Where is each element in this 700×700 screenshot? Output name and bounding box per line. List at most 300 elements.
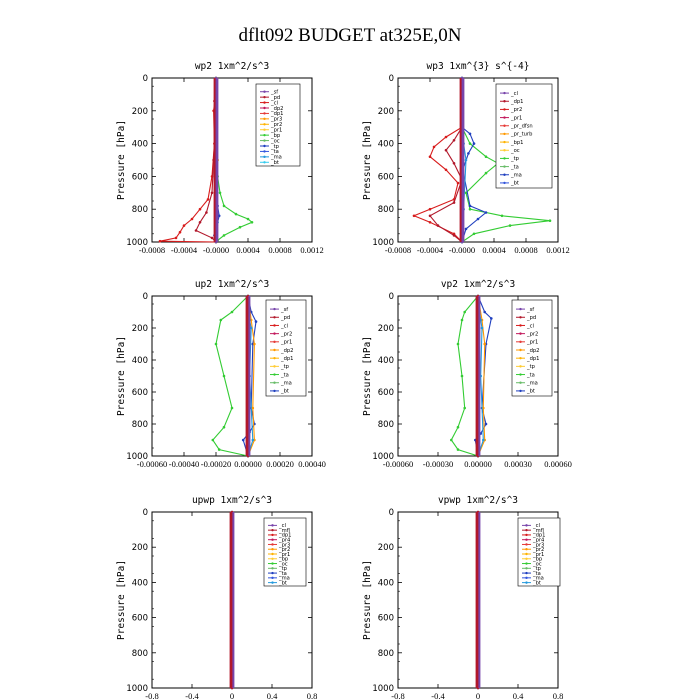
x-tick-label: 0.0004 [236,245,260,255]
legend-marker [273,373,275,375]
legend-entry: _mfl [533,527,544,534]
x-tick-label: 0.0012 [546,245,570,255]
series-point [211,192,214,195]
legend-marker [525,534,527,536]
legend-marker [271,548,273,550]
x-tick-label: 0.0004 [482,245,506,255]
y-tick-label: 0 [388,74,394,84]
legend-marker [263,107,265,109]
panel-title: vpwp 1xm^2/s^3 [437,495,519,506]
series-point [199,221,202,224]
panel-title: vp2 1xm^2/s^3 [440,279,516,290]
y-axis-label: Pressure [hPa] [362,335,373,417]
legend-entry: _cl [281,323,288,330]
series-point [429,221,432,224]
legend-entry: _bt [511,180,519,187]
chart-panels [116,61,572,700]
series-tp [461,77,488,244]
legend-entry: _ta [271,149,279,156]
y-tick-label: 400 [377,139,394,150]
legend-entry: _dp1 [511,99,524,106]
y-tick-label: 0 [388,508,394,518]
y-tick-label: 1000 [126,238,148,248]
legend-entry: _pr1 [279,551,291,558]
series-point [220,319,223,322]
legend [264,518,306,586]
x-tick-label: -0.0000 [202,245,230,255]
series-point [231,311,234,314]
series-point [485,155,488,158]
series-point [457,182,460,185]
x-tick-label: -0.8 [391,691,405,700]
legend-marker [263,91,265,93]
legend-entry: _dp1 [279,532,292,539]
series-point [485,423,488,426]
series-point [223,205,226,208]
series-point [247,218,250,221]
legend-marker [503,125,505,127]
y-tick-label: 800 [131,648,148,659]
series-point [159,240,162,243]
legend-entry: _oc [511,148,520,155]
legend-marker [271,538,273,540]
series-point [433,146,436,149]
legend-marker [525,553,527,555]
y-tick-label: 600 [377,613,394,624]
series-point [477,218,480,221]
legend-entry: _tp [511,156,519,163]
legend-marker [273,390,275,392]
series-point [429,208,432,211]
legend-marker [263,150,265,152]
series-point [242,439,245,442]
legend-marker [503,182,505,184]
legend-marker [503,108,505,110]
legend-entry: _tp [271,143,279,150]
series-point [252,407,255,410]
series-point [223,234,226,237]
legend-marker [263,134,265,136]
series-point [252,439,255,442]
legend-entry: _pd [281,315,291,322]
legend-entry: _bt [533,580,541,587]
series-point [509,224,512,227]
legend-marker [503,141,505,143]
series-point [215,343,218,346]
series-point [482,439,485,442]
y-tick-label: 1000 [372,452,394,462]
y-tick-label: 600 [131,613,148,624]
legend-marker [273,365,275,367]
legend-marker [273,332,275,334]
series-line [213,296,248,456]
x-tick-label: 0.0012 [300,245,324,255]
legend-entry: _cl [511,90,518,97]
x-tick-label: -0.0008 [138,245,166,255]
legend-marker [271,534,273,536]
panel-title: wp3 1xm^{3} s^{-4} [426,61,530,72]
x-tick-label: -0.00040 [168,459,200,469]
series-point [445,149,448,152]
y-axis-label: Pressure [hPa] [362,119,373,201]
legend-entry: _bt [271,160,279,167]
legend-marker [519,357,521,359]
chart-panel-5 [362,495,563,700]
legend-entry: _pd [271,94,281,101]
legend-marker [263,161,265,163]
series-point [253,343,256,346]
legend-marker [271,543,273,545]
series-point [485,172,488,175]
legend-entry: _pr3 [271,116,283,123]
series-point [239,226,242,229]
series-point [231,407,234,410]
series-point [485,211,488,214]
x-tick-label: 0.0008 [268,245,292,255]
panel-title: wp2 1xm^2/s^3 [194,61,270,72]
series-point [465,228,468,231]
legend-entry: _ma [271,154,282,161]
legend-entry: _pr2 [281,331,293,338]
series-point [461,319,464,322]
legend-entry: _ma [533,575,544,582]
series-point [195,229,198,232]
series-point [467,152,470,155]
series-line [216,78,252,242]
y-tick-label: 400 [131,139,148,150]
legend-entry: _oc [279,561,288,568]
legend-entry: _pr4 [279,537,291,544]
legend-entry: _ma [527,380,538,387]
series-line [160,78,216,242]
panel-title: upwp 1xm^2/s^3 [191,495,273,506]
y-tick-label: 200 [131,324,148,334]
legend-marker [263,96,265,98]
legend-marker [519,390,521,392]
legend-entry: _tp [281,364,289,371]
legend-marker [519,365,521,367]
series-bp [215,77,254,244]
legend-marker [263,123,265,125]
y-tick-label: 0 [142,74,148,84]
legend-entry: _pr4 [533,537,545,544]
x-tick-label: 0.4 [266,691,278,700]
legend-marker [525,558,527,560]
legend-entry: _pr1 [271,127,283,134]
legend-entry: _dp1 [527,355,540,362]
series-point [413,215,416,218]
legend-marker [503,149,505,151]
chart-panel-1 [362,61,570,255]
series-point [469,133,472,136]
series-point [473,142,476,145]
y-axis-label: Pressure [hPa] [116,559,127,641]
legend-marker [525,538,527,540]
legend-marker [273,308,275,310]
legend-marker [271,567,273,569]
legend-entry: _bt [527,388,535,395]
series-point [218,448,221,451]
series-point [207,198,210,201]
x-tick-label: -0.00020 [200,459,232,469]
series-point [205,211,208,214]
series-point [223,426,226,429]
x-tick-label: -0.00060 [136,459,168,469]
legend-entry: _dp1 [271,111,284,118]
legend-marker [263,156,265,158]
legend-entry: _pr1 [527,339,539,346]
legend-entry: _sf [271,89,279,96]
y-tick-label: 0 [388,292,394,302]
x-tick-label: -0.00060 [382,459,414,469]
legend-entry: _bt [279,580,287,587]
legend-entry: _pr2 [533,547,545,554]
x-tick-label: 0.00030 [504,459,532,469]
legend [496,84,552,188]
y-tick-label: 800 [377,205,394,216]
x-tick-label: -0.0008 [384,245,412,255]
legend-entry: _pr3 [533,542,545,549]
legend-marker [519,349,521,351]
series-point [450,439,453,442]
legend-entry: _oc [271,138,280,145]
x-tick-label: -0.8 [145,691,159,700]
legend-entry: _pr1 [533,551,545,558]
legend-entry: _cl [527,323,534,330]
chart-panel-0 [116,61,324,255]
legend-entry: _bp [533,556,543,563]
panel-title: up2 1xm^2/s^3 [194,279,270,290]
legend [266,300,306,396]
x-tick-label: -0.4 [185,691,199,700]
legend-entry: _tp [279,566,287,573]
series-point [223,375,226,378]
y-axis-label: Pressure [hPa] [116,335,127,417]
series-point [453,234,456,237]
legend-marker [271,558,273,560]
series-point [457,426,460,429]
legend-marker [503,100,505,102]
legend-marker [503,92,505,94]
series-point [483,343,486,346]
y-tick-label: 0 [142,292,148,302]
x-tick-label: 0.00000 [464,459,492,469]
legend-marker [519,382,521,384]
y-tick-label: 600 [377,388,394,398]
x-tick-label: -0.0004 [416,245,444,255]
legend-entry: _cl [271,100,278,107]
legend-entry: _cl [533,523,540,530]
series-point [251,221,254,224]
y-tick-label: 0 [142,508,148,518]
legend-marker [271,529,273,531]
legend-entry: _bt [281,388,289,395]
legend-marker [525,567,527,569]
legend-marker [519,316,521,318]
y-axis-label: Pressure [hPa] [362,559,373,641]
legend-entry: _sf [281,306,289,313]
y-tick-label: 1000 [126,684,148,694]
chart-panel-3 [362,279,572,469]
legend-marker [273,324,275,326]
legend-entry: _dp1 [533,532,546,539]
legend-marker [525,529,527,531]
legend-marker [271,572,273,574]
x-tick-label: -0.00030 [422,459,454,469]
legend-marker [525,581,527,583]
series-point [211,237,214,240]
legend-marker [263,101,265,103]
y-tick-label: 200 [377,543,394,554]
legend-marker [519,373,521,375]
legend-entry: _tp [527,364,535,371]
y-tick-label: 800 [377,420,394,430]
legend-marker [273,357,275,359]
figure-title: dflt092 BUDGET at325E,0N [238,25,462,46]
legend [518,518,560,586]
legend-marker [503,165,505,167]
legend-marker [519,308,521,310]
series-point [483,311,486,314]
series-point [549,219,552,222]
x-tick-label: 0.00020 [266,459,294,469]
legend-marker [271,577,273,579]
legend-marker [263,118,265,120]
series-point [463,311,466,314]
series-point [457,343,460,346]
series-point [453,162,456,165]
legend-entry: _pr1 [281,339,293,346]
series-point [501,215,504,218]
series-point [175,237,178,240]
series-point [453,201,456,204]
y-tick-label: 1000 [372,238,394,248]
legend [512,300,552,396]
series-line [451,296,478,456]
x-tick-label: 0.0008 [514,245,538,255]
legend-marker [503,116,505,118]
series-point [469,205,472,208]
legend-marker [273,316,275,318]
legend-entry: _ma [511,172,522,179]
legend-entry: _sf [527,306,535,313]
legend-marker [503,174,505,176]
legend-entry: _ta [527,372,535,379]
legend-marker [503,133,505,135]
series-point [457,448,460,451]
legend-entry: _pr2 [271,122,283,129]
series-point [463,407,466,410]
y-tick-label: 400 [377,578,394,589]
series-point [481,327,484,330]
legend-entry: _dp1 [281,355,294,362]
legend-marker [263,139,265,141]
series-point [212,439,215,442]
series-dp1 [212,295,250,458]
series-point [183,224,186,227]
legend-entry: _ta [533,570,541,577]
legend-entry: _ta [511,164,519,171]
series-point [461,375,464,378]
x-tick-label: 0.4 [512,691,524,700]
legend-entry: _bp [271,132,281,139]
y-tick-label: 600 [131,172,148,183]
legend-marker [525,548,527,550]
legend-marker [525,543,527,545]
chart-panel-2 [116,279,326,469]
legend-entry: _cl [279,523,286,530]
legend-entry: _bp1 [511,139,524,146]
x-tick-label: 0.00000 [234,459,262,469]
y-tick-label: 600 [377,172,394,183]
x-tick-label: -0.0000 [448,245,476,255]
legend-marker [263,129,265,131]
y-tick-label: 1000 [126,452,148,462]
legend-entry: _pr_turb [511,131,533,138]
series-point [453,139,456,142]
series-point [437,224,440,227]
series-dp1 [413,77,464,244]
series-point [473,233,476,236]
series-point [429,155,432,158]
series-point [255,320,258,323]
legend-marker [525,562,527,564]
series-point [199,208,202,211]
x-tick-label: -0.0004 [170,245,198,255]
legend-entry: _ma [281,380,292,387]
legend-marker [263,145,265,147]
y-tick-label: 200 [377,324,394,334]
series-point [235,213,238,216]
legend-marker [271,553,273,555]
y-tick-label: 600 [131,388,148,398]
series-point [445,136,448,139]
legend-entry: _pd [527,315,537,322]
legend-marker [271,581,273,583]
legend-marker [519,324,521,326]
legend-entry: _dp2 [281,347,294,354]
x-tick-label: 0 [229,691,235,700]
legend-entry: _pr2 [511,107,523,114]
chart-panel-4 [116,495,317,700]
y-tick-label: 200 [131,106,148,117]
series-line [414,78,462,242]
y-tick-label: 800 [131,420,148,430]
legend-entry: _pr2 [279,547,291,554]
y-tick-label: 400 [131,578,148,589]
series-dp1 [450,295,479,458]
legend-entry: _ma [279,575,290,582]
legend-marker [273,341,275,343]
legend-entry: _ta [279,570,287,577]
legend-entry: _dp2 [527,347,540,354]
series-point [219,192,222,195]
legend-entry: _pr_dfsn [511,123,533,130]
legend-marker [525,524,527,526]
legend-marker [273,382,275,384]
x-tick-label: 0.00060 [544,459,572,469]
y-tick-label: 800 [377,648,394,659]
legend-entry: _mfl [279,527,290,534]
legend-marker [271,524,273,526]
series-dp1 [159,77,218,244]
legend-entry: _pr3 [279,542,291,549]
x-tick-label: -0.4 [431,691,445,700]
series-point [445,169,448,172]
series-point [465,159,468,162]
y-tick-label: 800 [131,205,148,216]
x-tick-label: 0.00040 [298,459,326,469]
